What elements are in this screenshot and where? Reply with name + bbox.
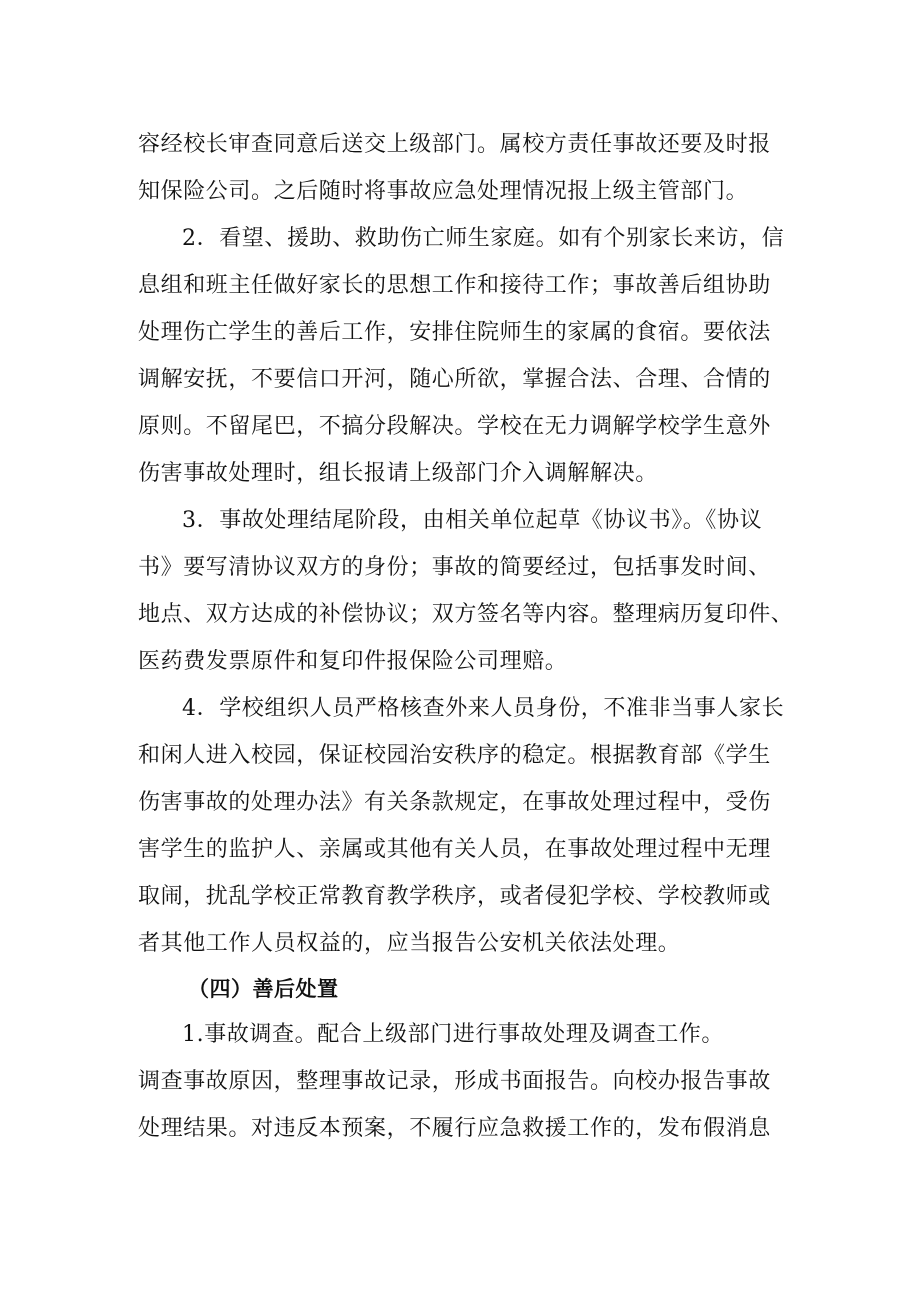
text-line: 3．事故处理结尾阶段，由相关单位起草《协议书》。《协议 — [182, 508, 763, 533]
text-line: 处理伤亡学生的善后工作，安排住院师生的家属的食宿。要依法 — [138, 320, 771, 345]
paragraph-item-3 — [138, 497, 794, 685]
text-line: 息组和班主任做好家长的思想工作和接待工作；事故善后组协助 — [138, 273, 771, 298]
paragraph-aftercare — [138, 1011, 790, 1152]
paragraph-continuation — [138, 121, 790, 215]
text-line: 知保险公司。之后随时将事故应急处理情况报上级主管部门。 — [138, 179, 749, 204]
paragraph-item-4 — [138, 685, 790, 967]
text-line: 地点、双方达成的补偿协议；双方签名等内容。整理病历复印件、 — [138, 602, 794, 627]
text-line: 书》要写清协议双方的身份；事故的简要经过，包括事发时间、 — [138, 555, 771, 580]
section-heading: （四）善后处置 — [188, 977, 339, 1001]
text-line: 取闹，扰乱学校正常教育教学秩序，或者侵犯学校、学校教师或 — [138, 884, 771, 909]
text-line: 容经校长审查同意后送交上级部门。属校方责任事故还要及时报 — [138, 132, 771, 157]
paragraph-item-2 — [138, 215, 790, 497]
text-line: 伤害事故处理时，组长报请上级部门介入调解解决。 — [138, 461, 658, 486]
text-line: 1.事故调查。配合上级部门进行事故处理及调查工作。 — [182, 1022, 724, 1047]
text-line: 原则。不留尾巴，不搞分段解决。学校在无力调解学校学生意外 — [138, 414, 771, 439]
text-line: 医药费发票原件和复印件报保险公司理赔。 — [138, 649, 568, 674]
text-line: 和闲人进入校园，保证校园治安秩序的稳定。根据教育部《学生 — [138, 743, 771, 768]
text-line: 处理结果。对违反本预案，不履行应急救援工作的，发布假消息 — [138, 1116, 771, 1141]
text-line: 2．看望、援助、救助伤亡师生家庭。如有个别家长来访，信 — [182, 226, 785, 251]
text-line: 者其他工作人员权益的，应当报告公安机关依法处理。 — [138, 931, 681, 956]
text-line: 4．学校组织人员严格核查外来人员身份，不准非当事人家长 — [182, 696, 785, 721]
text-line: 调查事故原因，整理事故记录，形成书面报告。向校办报告事故 — [138, 1069, 771, 1094]
document-body — [138, 121, 794, 1152]
text-line: 害学生的监护人、亲属或其他有关人员，在事故处理过程中无理 — [138, 837, 771, 862]
text-line: 调解安抚，不要信口开河，随心所欲，掌握合法、合理、合情的 — [138, 367, 771, 392]
text-line: 伤害事故的处理办法》有关条款规定，在事故处理过程中，受伤 — [138, 790, 771, 815]
